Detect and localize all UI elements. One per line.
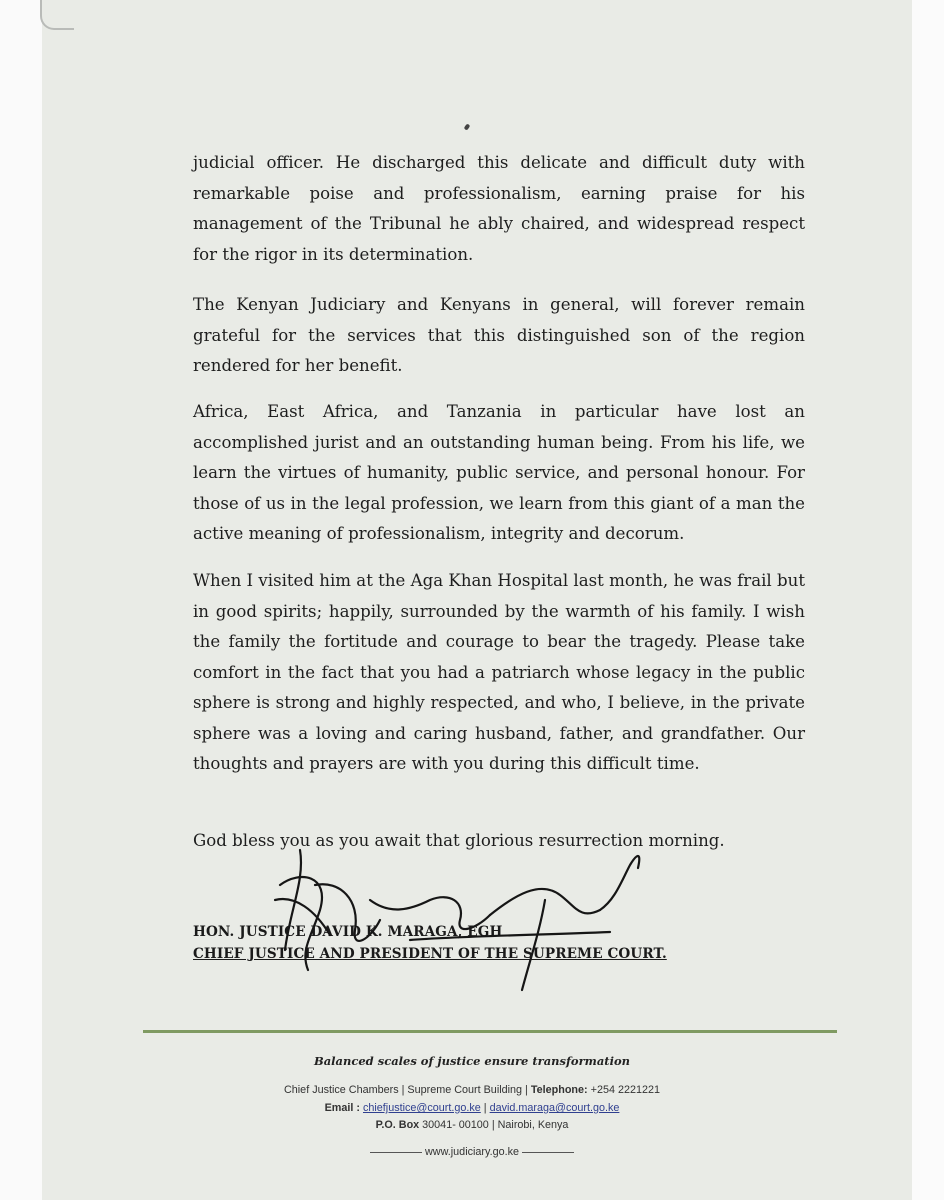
- paragraph-2: The Kenyan Judiciary and Kenyans in general, will forever remain grateful for the services that this distinguished son of the region rendered for her benefit.: [193, 295, 805, 375]
- footer-motto: Balanced scales of justice ensure transformation: [314, 1054, 630, 1068]
- signatory-title: CHIEF JUSTICE AND PRESIDENT OF THE SUPREME COURT.: [193, 946, 667, 962]
- page-left-margin: [0, 0, 42, 1200]
- footer-rule: [143, 1030, 837, 1033]
- address-text: Chief Justice Chambers | Supreme Court Building |: [283, 1084, 528, 1096]
- footer-email-line: [0, 1102, 944, 1114]
- signatory-name: HON. JUSTICE DAVID K. MARAGA, EGH: [193, 924, 503, 940]
- closing-line: God bless you as you await that glorious resurrection morning.: [193, 831, 725, 850]
- paragraph-3: Africa, East Africa, and Tanzania in particular have lost an accomplished jurist and an outstanding human being. From his life, we learn the virtues of humanity, public service, and personal honour. For those of us in the legal profession, we learn from this giant of a man the active meaning of professionalism, integrity and decorum.: [193, 402, 805, 543]
- telephone-number: +254 2221221: [590, 1084, 660, 1096]
- email-separator: |: [483, 1102, 487, 1114]
- telephone-label: Telephone:: [530, 1084, 588, 1096]
- footer-website-line: [0, 1146, 944, 1158]
- footer-pobox-line: [0, 1119, 944, 1131]
- pobox-label: P.O. Box: [375, 1119, 420, 1131]
- pobox-text: 30041- 00100 | Nairobi, Kenya: [422, 1119, 569, 1131]
- email-link-maraga[interactable]: david.maraga@court.go.ke: [489, 1102, 620, 1114]
- email-link-chiefjustice[interactable]: chiefjustice@court.go.ke: [363, 1102, 481, 1114]
- paragraph-4: When I visited him at the Aga Khan Hospital last month, he was frail but in good spirits; happily, surrounded by the warmth of his family. I wish the family the fortitude and courage to bear the tragedy. Please take comfort in the fact that you had a patriarch whose legacy in the public sphere is strong and highly respected, and who, I believe, in the private sphere was a loving and caring husband, father, and grandfather. Our thoughts and prayers are with you during this difficult time.: [193, 571, 805, 773]
- website-link[interactable]: www.judiciary.go.ke: [424, 1146, 519, 1158]
- footer-address-line: [0, 1084, 944, 1096]
- paragraph-1: judicial officer. He discharged this delicate and difficult duty with remarkable poise and professionalism, earning praise for his management of the Tribunal he ably chaired, and widespread respect for the rigor in its determination.: [193, 153, 805, 264]
- handwritten-signature: [260, 840, 660, 1000]
- website-left-rule: [370, 1152, 422, 1153]
- website-right-rule: [522, 1152, 574, 1153]
- page-corner-mark: [40, 0, 74, 30]
- email-label: Email :: [324, 1102, 360, 1114]
- page-right-margin: [912, 0, 944, 1200]
